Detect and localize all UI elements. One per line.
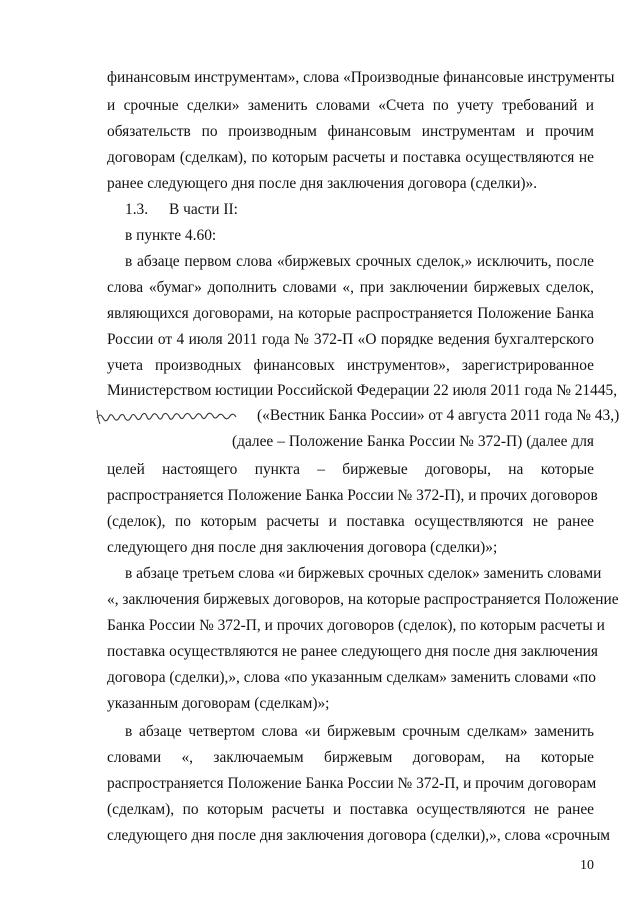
text-line: следующего дня после дня заключения договора (сделки)»;	[107, 539, 498, 556]
text-segment: («Вестник Банка России» от 4 августа 2011 года № 43,)	[257, 407, 620, 424]
text-line: в абзаце первом слова «биржевых срочных сделок,» исключить, после	[125, 253, 594, 270]
text-line: (сделкам), по которым расчеты и поставка осуществляются не ранее	[107, 801, 594, 818]
text-line: в абзаце четвертом слова «и биржевым срочным сделкам» заменить	[125, 723, 594, 740]
text-line: указанным договорам (сделкам)»;	[107, 695, 330, 712]
text-line: России от 4 июля 2011 года № 372-П «О порядке ведения бухгалтерского	[107, 331, 594, 348]
text-line: целей настоящего пункта – биржевые договоры, на которые	[107, 461, 594, 478]
text-line: Министерством юстиции Российской Федерации 22 июля 2011 года № 21445,	[107, 382, 618, 399]
handwritten-correction-line	[95, 406, 620, 426]
text-line: в абзаце третьем слова «и биржевых срочных сделок» заменить словами	[125, 565, 602, 582]
text-line: распространяется Положение Банка России № 372-П, и прочим договорам	[107, 775, 597, 792]
handwritten-annotation	[95, 406, 255, 426]
text-line: обязательств по производным финансовым инструментам и прочим	[107, 123, 594, 140]
section-title: В части II:	[169, 201, 238, 218]
text-line: финансовым инструментам», слова «Производные финансовые инструменты	[107, 69, 615, 86]
text-line: являющихся договорами, на которые распространяется Положение Банка	[107, 305, 594, 322]
text-line: ранее следующего дня после дня заключения договора (сделки)».	[107, 175, 538, 192]
page-number: 10	[580, 858, 594, 873]
text-line: Банка России № 372-П, и прочих договоров (сделок), по которым расчеты и	[107, 617, 605, 634]
text-line: (далее – Положение Банка России № 372-П) (далее для	[232, 433, 594, 450]
text-line: учета производных финансовых инструментов», зарегистрированное	[107, 357, 594, 374]
text-line: поставка осуществляются не ранее следующего дня после дня заключения	[107, 643, 598, 660]
text-line: «, заключения биржевых договоров, на которые распространяется Положение	[107, 591, 619, 608]
section-number: 1.3.	[125, 201, 149, 218]
text-line: договорам (сделкам), по которым расчеты и поставка осуществляются не	[107, 149, 594, 166]
text-line: слова «бумаг» дополнить словами «, при заключении биржевых сделок,	[107, 279, 594, 296]
section-heading	[125, 200, 325, 220]
text-line: в пункте 4.60:	[125, 227, 217, 244]
text-line: словами «, заключаемым биржевым договорам, на которые	[107, 749, 594, 766]
text-line: (сделок), по которым расчеты и поставка осуществляются не ранее	[107, 513, 594, 530]
text-line: распространяется Положение Банка России № 372-П), и прочих договоров	[107, 487, 598, 504]
text-line: следующего дня после дня заключения договора (сделки),», слова «срочным	[107, 827, 611, 844]
text-line: договора (сделки),», слова «по указанным сделкам» заменить словами «по	[107, 669, 596, 686]
text-line: и срочные сделки» заменить словами «Счета по учету требований и	[107, 97, 594, 114]
